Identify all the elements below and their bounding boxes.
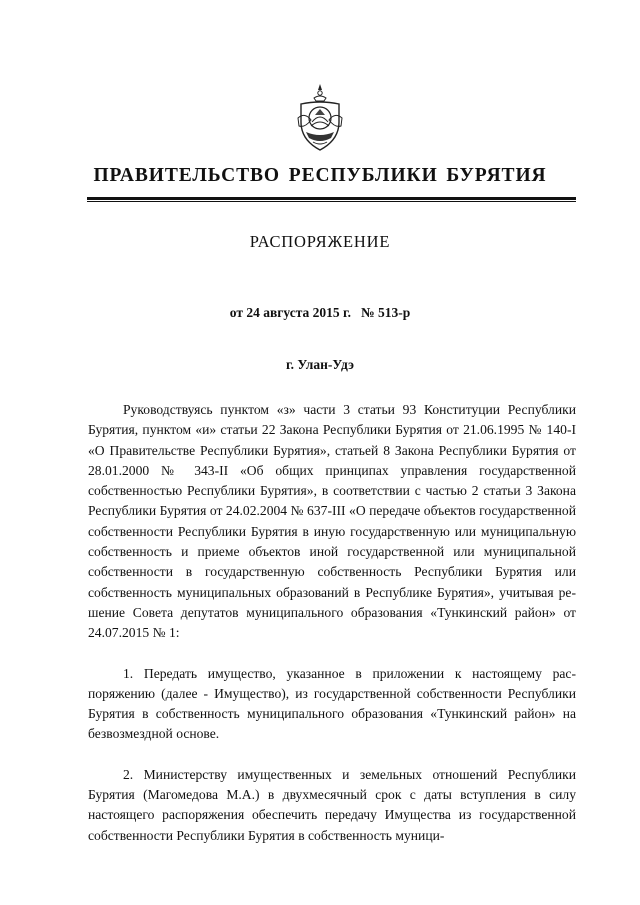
document-body	[88, 400, 576, 866]
header-divider	[87, 197, 576, 203]
clause-2-paragraph: 2. Министерству имущественных и земельных отношений Республики Бурятия (Магомедова М.А.) в двухмесячный срок с даты вступления в силу настоящего распоряжения обеспечить передачу Имущества из государственной собственности Республики Бурятия в собственность муници-	[88, 766, 576, 843]
document-date: от 24 августа 2015 г.	[229, 305, 352, 320]
government-title: ПРАВИТЕЛЬСТВО РЕСПУБЛИКИ БУРЯТИЯ	[93, 165, 547, 186]
clause-1-paragraph: 1. Передать имущество, указанное в приложении к настоящему распоряжению (далее - Имущество), из государственной собственности Республики Бурятия в собственность муниципального образования «Тункинский район» на безвозмездной основе.	[88, 665, 576, 742]
preamble-paragraph: Руководствуясь пунктом «з» части 3 статьи 93 Конституции Республики Бурятия, пунктом «и» статьи 22 Закона Республики Бурятия от 21.06.1995 № 140-I «О Правительстве Республики Бурятия», статьей 8 Закона Республики Бурятия от 28.01.2000 № 343-II «Об общих принципах управления государственной собственностью Республики Бурятия», в соответствии с частью 2 статьи 3 Закона Республики Бурятия от 24.02.2004 № 637-III «О передаче объектов государственной собственности Республики Бурятия в иную государственную или муниципальную собственность и приеме объектов иной государственной или муниципальной собственности в государственную собственность Республики Бурятия или собственность муниципальных образований в Республике Бурятия», учитывая решение Совета депутатов муниципального образования «Тункинский район» от 24.07.2015 № 1:	[88, 402, 576, 641]
document-type-heading: РАСПОРЯЖЕНИЕ	[249, 232, 391, 251]
date-number-line	[0, 305, 640, 321]
coat-of-arms-icon	[295, 82, 345, 154]
document-city: г. Улан-Удэ	[286, 357, 354, 372]
document-number: № 513-р	[361, 305, 411, 320]
